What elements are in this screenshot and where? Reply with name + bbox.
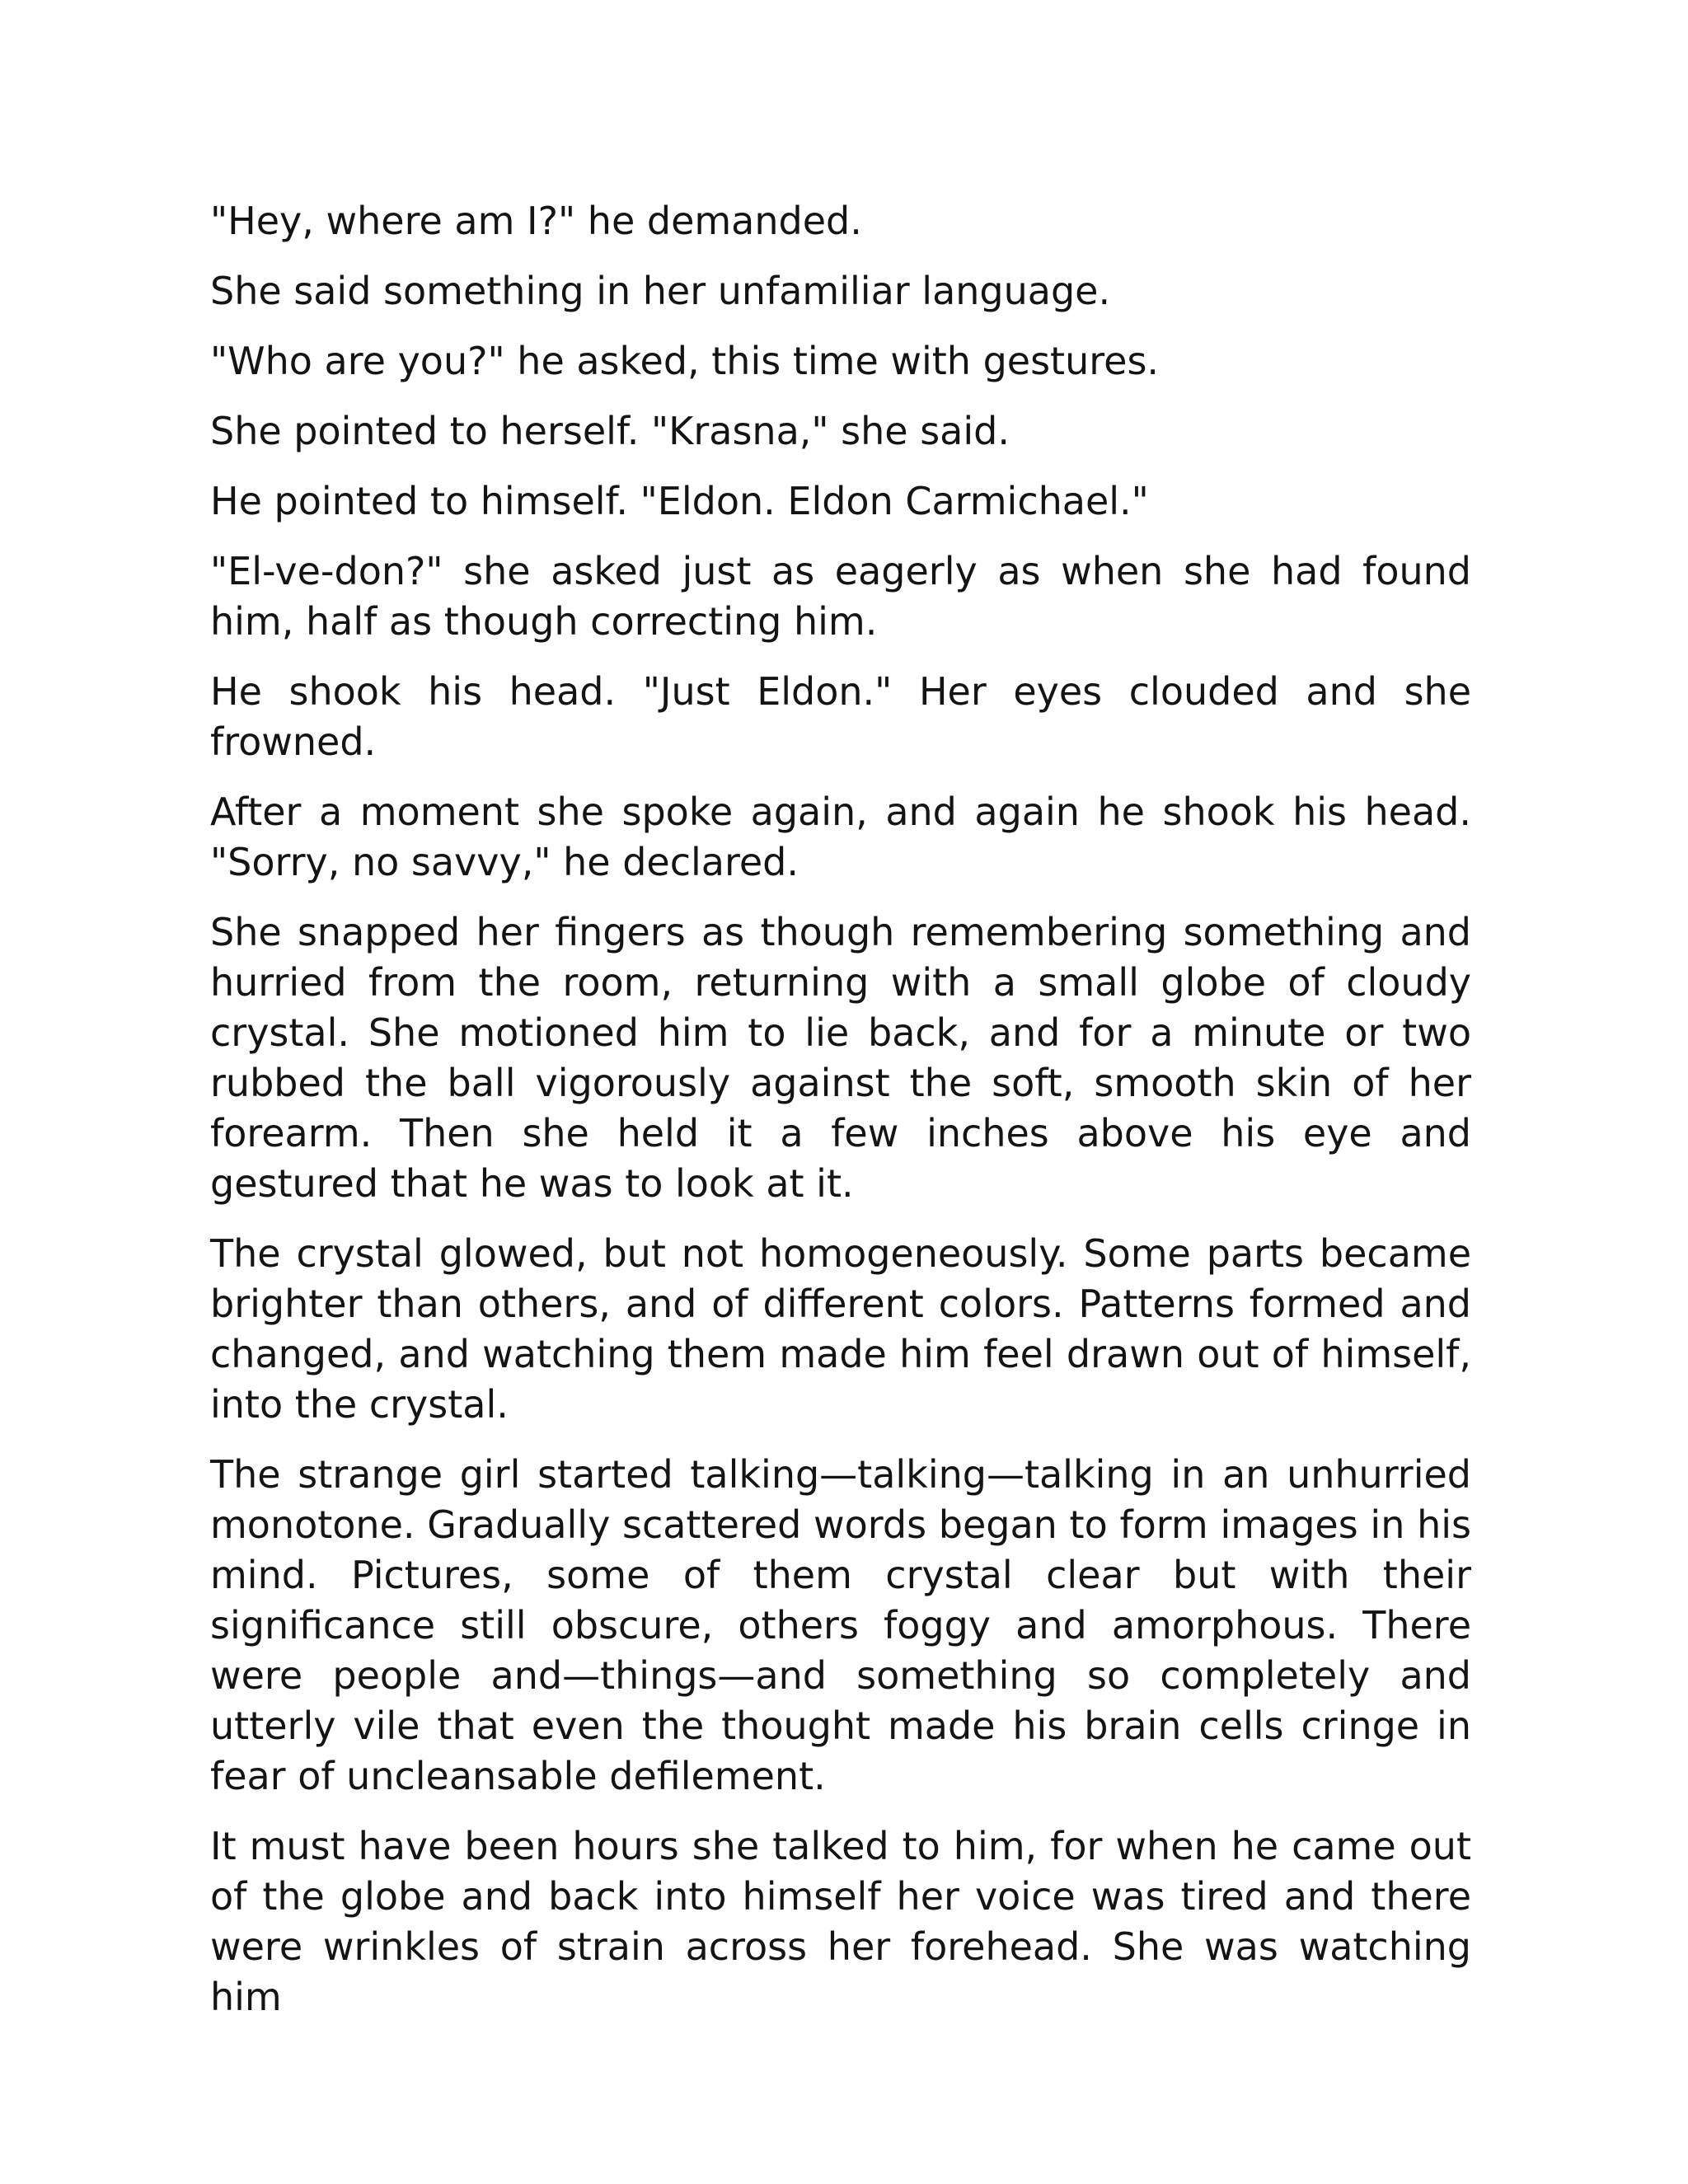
paragraph: She pointed to herself. "Krasna," she said. [210, 409, 1010, 453]
body-text [210, 196, 1471, 2042]
paragraph: "El-ve-don?" she asked just as eagerly as when she had found him, half as though correcting him. [210, 549, 1471, 644]
paragraph: She said something in her unfamiliar language. [210, 269, 1111, 313]
paragraph: She snapped her fingers as though remembering something and hurried from the room, returning with a small globe of cloudy crystal. She motioned him to lie back, and for a minute or two rubbed the ball vigorously against the soft, smooth skin of her forearm. Then she held it a few inches above his eye and gestured that he was to look at it. [210, 910, 1471, 1206]
paragraph: "Hey, where am I?" he demanded. [210, 199, 862, 243]
paragraph: "Who are you?" he asked, this time with gestures. [210, 339, 1160, 383]
paragraph: The strange girl started talking—talking—talking in an unhurried monotone. Gradually scattered words began to form images in his mind. Pictures, some of them crystal clear but with their significance still obscure, others foggy and amorphous. There were people and—things—and something so completely and utterly vile that even the thought made his brain cells cringe in fear of uncleansable defilement. [210, 1452, 1471, 1798]
paragraph: The crystal glowed, but not homogeneously. Some parts became brighter than others, and of different colors. Patterns formed and changed, and watching them made him feel drawn out of himself, into the crystal. [210, 1231, 1471, 1427]
paragraph: It must have been hours she talked to him, for when he came out of the globe and back into himself her voice was tired and there were wrinkles of strain across her forehead. She was watching him [210, 1824, 1471, 2019]
paragraph: He pointed to himself. "Eldon. Eldon Carmichael." [210, 479, 1149, 523]
paragraph: He shook his head. "Just Eldon." Her eyes clouded and she frowned. [210, 669, 1471, 764]
paragraph: After a moment she spoke again, and again he shook his head. "Sorry, no savvy," he declared. [210, 790, 1471, 884]
